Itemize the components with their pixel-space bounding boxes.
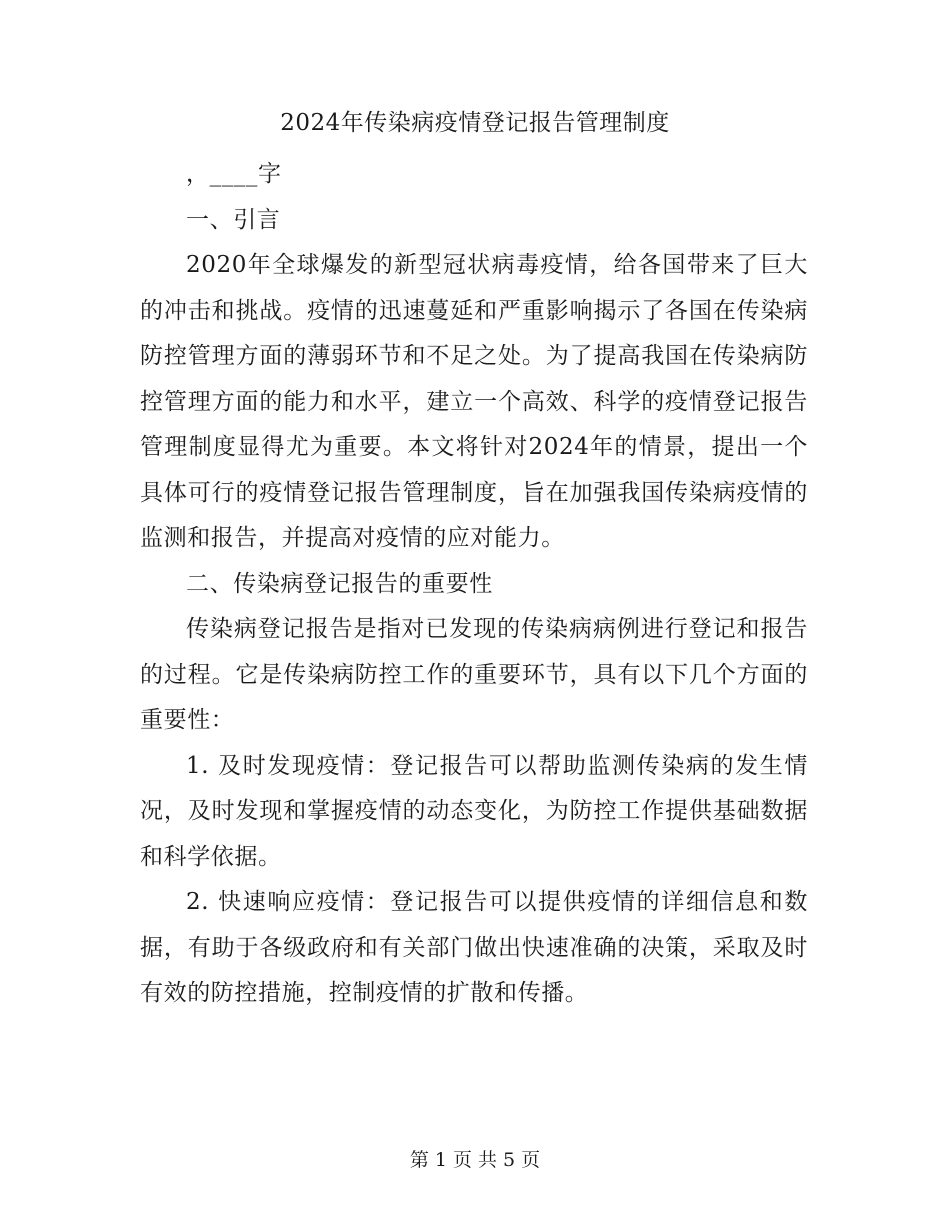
word-count-line: ，____字 <box>186 161 282 187</box>
document-title: 2024年传染病疫情登记报告管理制度 <box>280 110 670 136</box>
section-heading-importance: 二、传染病登记报告的重要性 <box>186 570 493 597</box>
document-body <box>140 152 808 1017</box>
section-heading-introduction: 一、引言 <box>186 206 281 233</box>
paragraph-importance: 传染病登记报告是指对已发现的传染病病例进行登记和报告的过程。它是传染病防控工作的重要环节，具有以下几个方面的重要性： <box>140 616 808 733</box>
page-number-label: 第 1 页 共 5 页 <box>409 1149 541 1171</box>
list-item-rapid-response: 2. 快速响应疫情：登记报告可以提供疫情的详细信息和数据，有助于各级政府和有关部门做出快速准确的决策，采取及时有效的防控措施，控制疫情的扩散和传播。 <box>140 889 808 1006</box>
list-item-timely-discovery: 1. 及时发现疫情：登记报告可以帮助监测传染病的发生情况，及时发现和掌握疫情的动态变化，为防控工作提供基础数据和科学依据。 <box>140 752 808 870</box>
page-footer <box>0 1148 950 1172</box>
paragraph-introduction: 2020年全球爆发的新型冠状病毒疫情，给各国带来了巨大的冲击和挑战。疫情的迅速蔓延和严重影响揭示了各国在传染病防控管理方面的薄弱环节和不足之处。为了提高我国在传染病防控管理方面的能力和水平，建立一个高效、科学的疫情登记报告管理制度显得尤为重要。本文将针对2024年的情景，提出一个具体可行的疫情登记报告管理制度，旨在加强我国传染病疫情的监测和报告，并提高对疫情的应对能力。 <box>140 252 808 551</box>
